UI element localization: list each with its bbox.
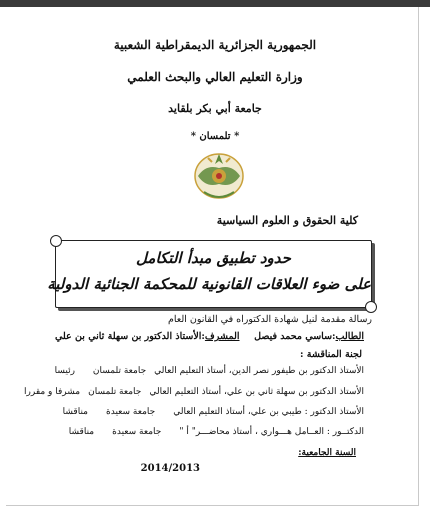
jury-member-row	[24, 387, 364, 397]
supervisor-name: :الأستاذ الدكتور بن سهلة ثاني بن علي	[54, 331, 205, 342]
university-heading: جامعة أبي بكر بلقايد	[168, 102, 262, 115]
emblem-body	[195, 154, 243, 198]
jury-member-role: رئيسا	[54, 366, 75, 376]
jury-member-row	[63, 407, 364, 417]
thesis-note: رسالة مقدمة لنيل شهادة الدكتوراه في القانون العام	[167, 314, 372, 325]
supervisor-label: المشرف	[204, 331, 240, 342]
academic-year-label: السنة الجامعية:	[298, 448, 356, 458]
top-window-bar	[0, 0, 430, 7]
jury-member-place: جامعة سعيدة	[112, 427, 162, 437]
academic-year-value: 2014/2013	[140, 463, 200, 474]
thesis-title-box	[47, 240, 372, 308]
student-label: الطالب	[335, 331, 364, 342]
jury-member-place: جامعة تلمسان	[92, 366, 147, 376]
jury-member-role: مشرفا و مقررا	[24, 387, 81, 397]
thesis-title-line-2: على ضوء العلاقات القانونية للمحكمة الجنائية الدولية	[47, 275, 371, 293]
jury-member-place: جامعة سعيدة	[106, 407, 156, 417]
jury-member-place: جامعة تلمسان	[88, 387, 142, 397]
jury-member-name: الأستاذ الدكتور : طيبي بن علي، أستاذ التعليم العالي	[173, 407, 364, 417]
student-name: :ساسي محمد فيصل	[254, 331, 336, 342]
ministry-heading: وزارة التعليم العالي والبحث العلمي	[127, 70, 303, 84]
jury-member-name: الأستاذ الدكتور بن سهلة ثاني بن علي، أستاذ التعليم العالي	[149, 387, 364, 397]
jury-member-name: الأستاذ الدكتور بن طيفور نصر الدين، أستاذ التعليم العالي	[154, 366, 364, 376]
jury-member-row	[55, 366, 364, 376]
student-supervisor-row	[55, 331, 364, 342]
republic-heading: الجمهورية الجزائرية الديمقراطية الشعبية	[113, 38, 317, 52]
jury-member-role: مناقشا	[62, 407, 88, 417]
jury-member-role: مناقشا	[68, 427, 95, 437]
thesis-title-line-1: حدود تطبيق مبدأ التكامل	[136, 249, 291, 267]
jury-member-name: الدكتــور : العــامل هـــواري ، أستاذ محاضـــر" أ "	[179, 427, 364, 437]
university-emblem-icon	[192, 148, 246, 204]
jury-member-row	[69, 427, 364, 437]
jury-label: لجنة المناقشة :	[299, 349, 362, 360]
faculty-name: كلية الحقوق و العلوم السياسية	[216, 214, 358, 227]
city-heading: * تلمسان *	[190, 131, 240, 142]
